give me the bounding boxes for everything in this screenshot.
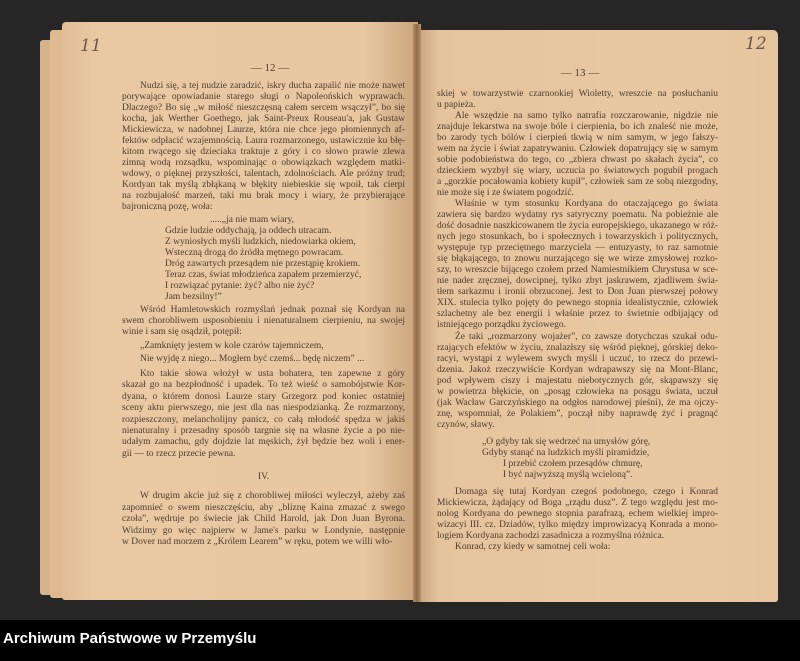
paragraph [437, 89, 718, 111]
text-line: dyana, o którem donosi Laurze stary Grzegorz pod koniec ostatniej [122, 391, 405, 402]
text-line: kitom rwącego się dzieciaka traktuje z góry i co słowo prawie zlewa [122, 147, 405, 157]
text-line: znajduje lekarstwa na swoje bóle i cierpienia, bo ich znaleść nie może, [437, 122, 718, 132]
text-line: Gdzie ludzie oddychają, ja oddech utracam. [165, 226, 332, 236]
text-line: Domaga się tutaj Kordyan czegoś podobnego, czego i Konrad [455, 487, 718, 497]
text-line: zawiera się bardzo wydatny rys satyryczny poematu. Na pobieżnie ale [437, 210, 718, 220]
section-heading: IV. [257, 472, 270, 482]
text-line: Konrad, czy kiedy w samotnej celi woła: [455, 542, 611, 552]
text-line: bo zarody tych bólów i cierpień tkwią w nim samym, w jego fałszy- [437, 133, 718, 143]
text-line: „O gdyby tak się wedrzeć na umysłów górę, [482, 437, 651, 447]
poem-quote [165, 215, 405, 303]
text-line: występuje typ przeciętnego marzyciela — entuzyasty, to raz samotnie [437, 243, 718, 253]
text-line: a „gorzkie pocałowania kobiety kupił”, człowiek sam ze sobą niezgodny, [437, 177, 718, 187]
paragraph [122, 305, 405, 338]
paragraph [437, 111, 718, 199]
text-line: dzenia. Jakoż rzeczywiście Kordyan wdrapawszy się na Mont-Blanc, [437, 365, 718, 375]
text-line: zimną wodą rozsądku, wspominając o obowiązkach względem matki- [122, 158, 405, 168]
text-line: (jak Wacław Garczyńskiego na odgłos narodowej pieśni), że ma ojczy- [437, 398, 718, 408]
text-line: wizacyi III. cz. Dziadów, tylko między improwizacyą Konrada a mono- [437, 520, 718, 530]
text-line: Z wyniosłych myśli ludzkich, niedowiarka okiem, [165, 237, 356, 247]
text-line: skiej w towarzystwie czarnookiej Wioletty, wreszcie na posłuchaniu [437, 89, 718, 99]
paragraph [122, 491, 405, 549]
text-line: winie i sam się osądził, potępił: [122, 327, 242, 337]
text-line: gii — to rzecz przecie pewna. [122, 448, 236, 459]
text-line: wdowy, o pięknej przyszłości, talentach, zdolnościach. Ale próżny trud; [122, 169, 405, 179]
text-line: Właśnie w tym stosunku Kordyana do otaczającego go świata [455, 199, 718, 209]
text-line: W drugim akcie już się z chorobliwej miłości wyleczył, ażeby zaś [140, 491, 405, 501]
text-line: znę, wspomniał, że Polakiem”, począł niby naprawdę żyć i pragnąć [437, 409, 718, 419]
paragraph [437, 199, 718, 331]
book-gutter [413, 24, 421, 602]
text-line: swem chorobliwem usposobieniu i nienaturalnem cierpieniu, na swojej [122, 316, 405, 326]
text-line: dzieckiem wyzbył się wiary, uczucia po światowych pogubił progach [437, 166, 718, 176]
text-line: XIX. stulecia tylko pojęty do pewnego stopnia idealistycznie, człowiek [437, 298, 718, 308]
text-line: Kto takie słowa włożył w usta bohatera, ten zapewne z góry [140, 369, 405, 379]
text-line: I rozwiązać pytanie: żyć? albo nie żyć? [165, 281, 315, 291]
text-line: się błąkającego, to znowu nurzającego się we wirze zmysłowej rozko- [437, 254, 718, 264]
text-line: rzających efektów w życiu, znalazłszy się wśród pięknej, górskiej deko- [437, 343, 718, 353]
text-line: skazał go na bezpłodność i upadek. To też wieść o samobójstwie Kor- [122, 380, 405, 391]
text-line: sobie podobieństwa do tego, co „zbiera chwast po skałach życia”, co [437, 155, 718, 165]
paragraph [122, 81, 405, 213]
text-line: .....„ja nie mam wiary, [210, 215, 295, 225]
text-line: I przebić czołem przesądów chmurę, [503, 459, 643, 469]
text-line: „Zamknięty jestem w kole czarów tajemniczem, [140, 341, 324, 351]
text-line: szy, to wreszcie bijącego czołem przed Namiestnikiem Chrystusa w sce- [437, 265, 718, 275]
text-line: Mickiewicza, żądający od Boga „rządu dusz”. Z tego względu jest mo- [437, 498, 718, 508]
text-line: fektów odpłacić wzajemnością. Laura rozmarzonego, ustawicznie ku błę- [122, 136, 405, 146]
text-line: porywające opowiadanie starego sługi o Napoleońskich wyprawach. [122, 92, 405, 102]
text-line: Dlaczego? Bo się „w miłość nieszczęsną całem sercem wsączył”, bo się [122, 103, 405, 113]
text-line: Mickiewicza, w nadobnej Laurze, która nie chce jego płomiennych af- [122, 125, 405, 135]
text-line: Nie wyjdę z niego... Mogłem być czemś... będę niczem” ... [140, 354, 365, 364]
text-line: Gdyby stanąć na ludzkich myśli piramidzie, [482, 448, 650, 458]
text-line: nolog Kordyana do pewnego stopnia parafrazą, echem wielkiej impro- [437, 509, 718, 519]
archive-banner [0, 620, 800, 661]
handwritten-folio-left: 11 [80, 36, 102, 56]
text-line: nie nader zręcznej, dowcipnej, tylko zbyt jaskrawem, zjadliwem świa- [437, 276, 718, 286]
text-line: Wśród Hamletowskich rozmyślań jednak poznał się Kordyan na [140, 305, 405, 315]
text-line: czynów, sławy. [437, 420, 495, 430]
archive-name: Archiwum Państwowe w Przemyślu [3, 630, 257, 647]
text-line: w Dover nad morzem z „Królem Learem” w ręku, potem we willi wło- [122, 537, 393, 548]
text-line: udałym zamachu, gdy dojdzie lat męskich, żył będzie bez woli i ener- [122, 437, 405, 448]
text-line: tłem sarkazmu i ironii obrzuconej. Jest to Don Juan pierwszej połowy [437, 287, 718, 297]
paragraph [437, 332, 718, 431]
text-line: I być najwyższą myślą wcieloną”. [503, 470, 633, 480]
text-line: Nudzi się, a tej nudzie zaradzić, iskry ducha zapalić nie może nawet [140, 81, 405, 91]
verse-quote [140, 340, 402, 366]
text-line: rozpieszczony, melancholijny panicz, co całą młodość spędza w jakiś [122, 414, 405, 425]
text-line: Dróg zawartych przesądem nie przestąpię krokiem. [165, 259, 361, 269]
text-line: Że taki „rozmarzony wojażer”, co zawsze dotychczas szukał odu- [455, 332, 718, 342]
text-line: nie może się i ze światem pogodzić. [437, 188, 574, 198]
page-number-left: — 12 — [250, 62, 290, 74]
text-line: Kordyan tak myślą zbłąkaną w błękity niebieskie się wpoił, tak cierpi [122, 180, 405, 190]
paragraph [437, 487, 718, 553]
text-line: dość dosadnie naszkicowanem tle życia europejskiego, ukazanego w róż- [437, 221, 718, 231]
page-number-right: — 13 — [560, 67, 600, 79]
text-line: nienaturalny i przesadny sposób targnie się na własne życie a po nie- [122, 426, 405, 437]
text-line: Ale wszędzie na samo tylko natrafia rozczarowanie, nigdzie nie [455, 111, 718, 121]
text-line: Jam bezsilny!” [165, 292, 222, 302]
text-line: kocha, jak Werther Goethego, jak Saint-Preux Rouseau'a, jak Gustaw [122, 114, 405, 124]
text-line: logiem Kordyana zachodzi zasadnicza a rozmyślna różnica. [437, 531, 665, 541]
text-line: Wsteczną drogą do źródła mętnego powracam. [165, 248, 344, 258]
text-line: nych jego stosunkach, bo i społecznych i towarzyskich i politycznych, [437, 232, 718, 242]
text-line: istniejącego porządku życiowego. [437, 320, 566, 330]
text-line: w powietrza błękicie, on „posąg człowieka na posągu świata, uczuł [437, 387, 718, 397]
handwritten-folio-right: 12 [745, 34, 767, 54]
text-line: u papieża. [437, 100, 476, 110]
poem-quote [482, 437, 718, 481]
text-line: racyi, wystąpi z wylewem swych myśli i uczuć, to rzecz do przewi- [437, 354, 718, 364]
text-line: Teraz czas, świat młodzieńca zapałem przemierzyć, [165, 270, 362, 280]
text-line: zapomnieć o swem nieszczęściu, aby „bliznę Kaina zmazać z swego [122, 502, 405, 513]
text-line: sceny aktu pierwszego, nie jest dla nas niespodzianką. Że rozmarzony, [122, 403, 405, 414]
text-line: bajroniczną pozę, woła: [122, 202, 213, 212]
paragraph [122, 369, 405, 460]
text-line: szlachetny ale bez energii i właśnie przez to świetnie odbijający od [437, 309, 718, 319]
text-line: na rozbujałość marzeń, taki mu brak mocy i wiary, że przybierające [122, 191, 405, 201]
text-line: pod wpływem ciszy i majestatu niebotycznych gór, skąpawszy się [437, 376, 718, 386]
text-line: Widzimy go więc najpierw w Jame's parku w Londynie, następnie [122, 525, 405, 536]
text-line: czoła”, wędruje po świecie jak Child Harold, jak Don Juan Byrona. [122, 514, 405, 525]
text-line: wem na życie i świat zapatrywaniu. Człowiek dopatrujący się w samym [437, 144, 718, 154]
